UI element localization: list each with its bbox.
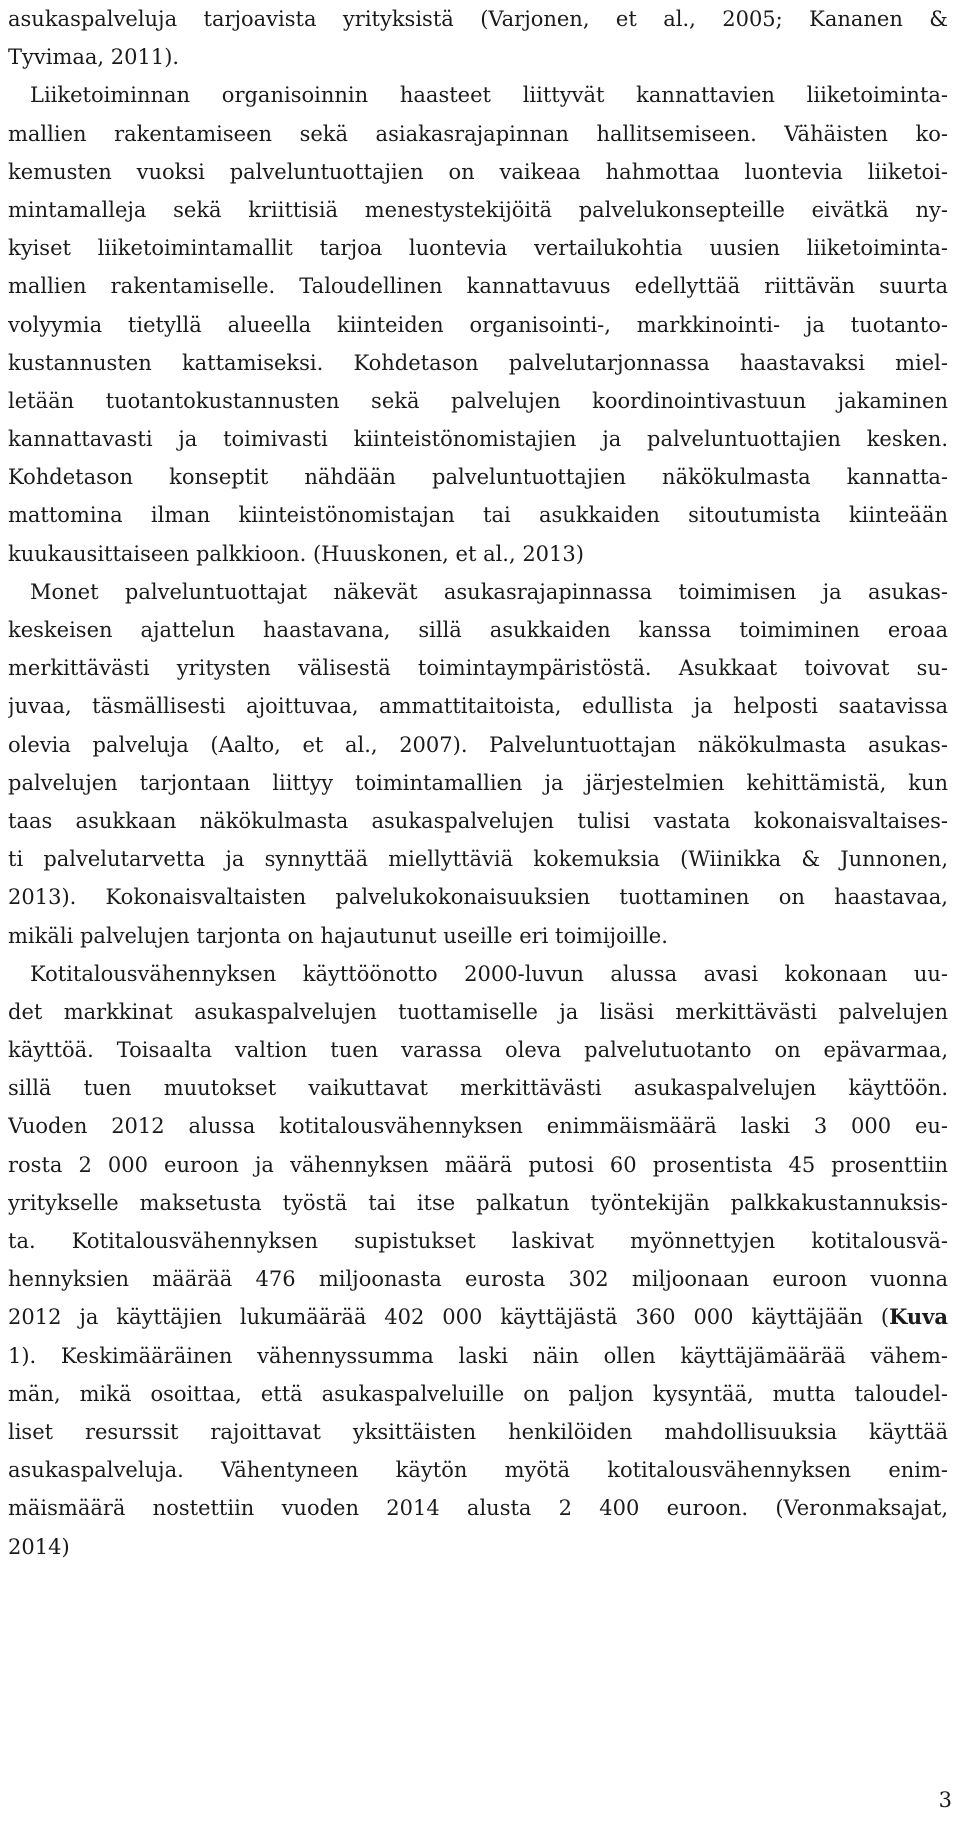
text-segment: 2012 ja käyttäjien lukumäärää 402 000 käyttäjästä 360 000 käyttäjään (: [8, 1305, 890, 1330]
text-line: yritykselle maksetusta työstä tai itse palkatun työntekijän palkkakustannuksis-: [8, 1190, 948, 1215]
text-line: mintamalleja sekä kriittisiä menestystekijöitä palvelukonsepteille eivätkä ny-: [8, 197, 948, 222]
paragraph: [8, 0, 948, 573]
text-line: det markkinat asukaspalvelujen tuottamiselle ja lisäsi merkittävästi palvelujen: [8, 999, 948, 1024]
paragraph: [8, 573, 948, 955]
text-line: mallien rakentamiselle. Taloudellinen kannattavuus edellyttää riittävän suurta: [8, 274, 948, 299]
text-line: palvelujen tarjontaan liittyy toimintamallien ja järjestelmien kehittämistä, kun: [8, 770, 948, 795]
text-line: juvaa, täsmällisesti ajoittuvaa, ammattitaitoista, edullista ja helposti saatavissa: [8, 694, 948, 719]
text-line: kemusten vuoksi palveluntuottajien on vaikeaa hahmottaa luontevia liiketoi-: [8, 159, 948, 184]
text-line: Monet palveluntuottajat näkevät asukasrajapinnassa toimimisen ja asukas-: [30, 579, 948, 604]
text-line: kustannusten kattamiseksi. Kohdetason palvelutarjonnassa haastavaksi miel-: [8, 350, 948, 375]
text-line: mikäli palvelujen tarjonta on hajautunut useille eri toimijoille.: [8, 923, 668, 948]
text-line: kannattavasti ja toimivasti kiinteistönomistajien ja palveluntuottajien kesken.: [8, 427, 948, 452]
text-line: letään tuotantokustannusten sekä palvelujen koordinointivastuun jakaminen: [8, 388, 948, 413]
text-line: mattomina ilman kiinteistönomistajan tai asukkaiden sitoutumista kiinteään: [8, 503, 948, 528]
text-line: Vuoden 2012 alussa kotitalousvähennyksen enimmäismäärä laski 3 000 eu-: [8, 1114, 948, 1139]
document-page: [8, 0, 948, 1566]
text-line: rosta 2 000 euroon ja vähennyksen määrä putosi 60 prosentista 45 prosenttiin: [8, 1152, 948, 1177]
text-line: 2013). Kokonaisvaltaisten palvelukokonaisuuksien tuottaminen on haastavaa,: [8, 885, 948, 910]
text-line: asukaspalveluja. Vähentyneen käytön myötä kotitalousvähennyksen enim-: [8, 1458, 948, 1483]
text-line: sillä tuen muutokset vaikuttavat merkittävästi asukaspalvelujen käyttöön.: [8, 1076, 948, 1101]
text-line: Kotitalousvähennyksen käyttöönotto 2000-luvun alussa avasi kokonaan uu-: [30, 961, 948, 986]
text-line: ti palvelutarvetta ja synnyttää miellyttäviä kokemuksia (Wiinikka & Junnonen,: [8, 847, 948, 872]
text-line: Liiketoiminnan organisoinnin haasteet liittyvät kannattavien liiketoiminta-: [30, 83, 948, 108]
text-line: Kohdetason konseptit nähdään palveluntuottajien näkökulmasta kannatta-: [8, 465, 948, 490]
text-line: 1). Keskimääräinen vähennyssumma laski näin ollen käyttäjämäärää vähem-: [8, 1343, 948, 1368]
text-line: taas asukkaan näkökulmasta asukaspalvelujen tulisi vastata kokonaisvaltaises-: [8, 808, 948, 833]
text-line: män, mikä osoittaa, että asukaspalveluille on paljon kysyntää, mutta taloudel-: [8, 1381, 948, 1406]
text-line: ta. Kotitalousvähennyksen supistukset laskivat myönnettyjen kotitalousvä-: [8, 1229, 948, 1253]
text-line: kuukausittaiseen palkkioon. (Huuskonen, et al., 2013): [8, 541, 584, 566]
text-line: [8, 1298, 948, 1336]
text-line: kyiset liiketoimintamallit tarjoa luontevia vertailukohtia uusien liiketoiminta-: [8, 236, 948, 261]
text-line: liset resurssit rajoittavat yksittäisten henkilöiden mahdollisuuksia käyttää: [8, 1419, 948, 1444]
text-line: mallien rakentamiseen sekä asiakasrajapinnan hallitsemiseen. Vähäisten ko-: [8, 121, 948, 146]
text-line: käyttöä. Toisaalta valtion tuen varassa oleva palvelutuotanto on epävarmaa,: [8, 1038, 948, 1063]
text-line: keskeisen ajattelun haastavana, sillä asukkaiden kanssa toimiminen eroaa: [8, 618, 948, 642]
text-line: volyymia tietyllä alueella kiinteiden organisointi-, markkinointi- ja tuotanto-: [8, 312, 948, 337]
text-line: merkittävästi yritysten välisestä toimintaympäristöstä. Asukkaat toivovat su-: [8, 656, 948, 681]
page-number: 3: [938, 1788, 952, 1812]
paragraph: [8, 955, 948, 1566]
text-line: Tyvimaa, 2011).: [8, 45, 180, 70]
text-line: 2014): [8, 1534, 70, 1559]
text-line: asukaspalveluja tarjoavista yrityksistä (Varjonen, et al., 2005; Kananen &: [8, 7, 948, 31]
text-line: olevia palveluja (Aalto, et al., 2007). Palveluntuottajan näkökulmasta asukas-: [8, 732, 948, 757]
text-line: hennyksien määrää 476 miljoonasta eurosta 302 miljoonaan euroon vuonna: [8, 1267, 948, 1292]
figure-reference: Kuva: [889, 1304, 948, 1330]
text-line: mäismäärä nostettiin vuoden 2014 alusta 2 400 euroon. (Veronmaksajat,: [8, 1496, 948, 1521]
